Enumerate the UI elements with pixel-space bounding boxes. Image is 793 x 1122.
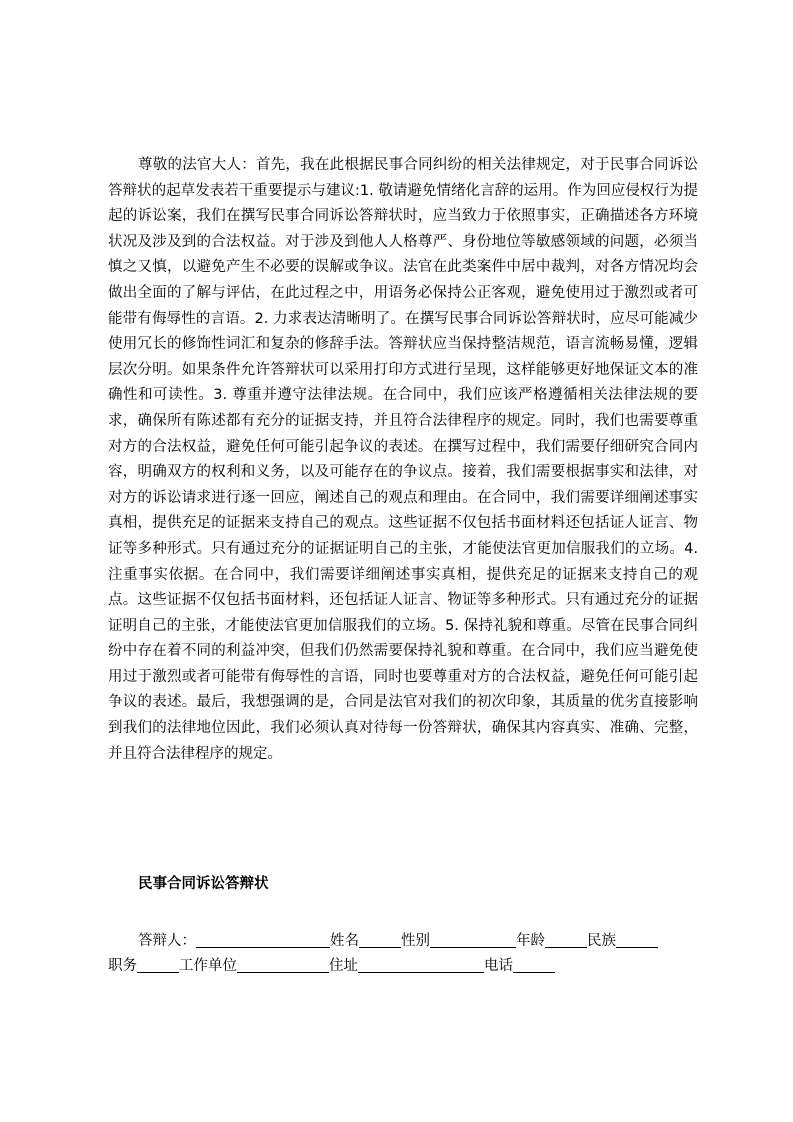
position-blank bbox=[137, 956, 179, 973]
body-paragraph: 尊敬的法官大人：首先，我在此根据民事合同纠纷的相关法律规定，对于民事合同诉讼答辩状的起草发表若干重要提示与建议:1. 敬请避免情绪化言辞的运用。作为回应侵权行为提起的诉讼案，我们在撰写民事合同诉讼答辩状时，应当致力于依照事实，正确描述各方环境状况及涉及到的合法权益。对于涉及到他人人格尊严、身份地位等敏感领域的问题，必须当慎之又慎，以避免产生不必要的误解或争议。法官在此类案件中居中裁判，对各方情况均会做出全面的了解与评估，在此过程之中，用语务必保持公正客观，避免使用过于激烈或者可能带有侮辱性的言语。2. 力求表达清晰明了。在撰写民事合同诉讼答辩状时，应尽可能减少使用冗长的修饰性词汇和复杂的修辞手法。答辩状应当保持整洁规范，语言流畅易懂，逻辑层次分明。如果条件允许答辩状可以采用打印方式进行呈现，这样能够更好地保证文本的准确性和可读性。3. 尊重并遵守法律法规。在合同中，我们应该严格遵循相关法律法规的要求，确保所有陈述都有充分的证据支持，并且符合法律程序的规定。同时，我们也需要尊重对方的合法权益，避免任何可能引起争议的表述。在撰写过程中，我们需要仔细研究合同内容，明确双方的权利和义务，以及可能存在的争议点。接着，我们需要根据事实和法律，对对方的诉讼请求进行逐一回应，阐述自己的观点和理由。在合同中，我们需要详细阐述事实真相，提供充足的证据来支持自己的观点。这些证据不仅包括书面材料还包括证人证言、物证等多种形式。只有通过充分的证据证明自己的主张，才能使法官更加信服我们的立场。4. 注重事实依据。在合同中，我们需要详细阐述事实真相，提供充足的证据来支持自己的观点。这些证据不仅包括书面材料，还包括证人证言、物证等多种形式。只有通过充分的证据证明自己的主张，才能使法官更加信服我们的立场。5. 保持礼貌和尊重。尽管在民事合同纠纷中存在着不同的利益冲突，但我们仍然需要保持礼貌和尊重。在合同中，我们应当避免使用过于激烈或者可能带有侮辱性的言语，同时也要尊重对方的合法权益，避免任何可能引起争议的表述。最后，我想强调的是，合同是法官对我们的初次印象，其质量的优劣直接影响到我们的法律地位因此，我们必须认真对待每一份答辩状，确保其内容真实、准确、完整，并且符合法律程序的规定。 bbox=[108, 157, 698, 762]
ethnicity-label: 民族 bbox=[587, 933, 616, 949]
phone-label: 电话 bbox=[484, 958, 513, 974]
defendant-blank bbox=[196, 931, 330, 948]
address-blank bbox=[358, 956, 484, 973]
phone-blank bbox=[513, 956, 555, 973]
defendant-label: 答辩人： bbox=[138, 933, 196, 949]
name-label: 姓名 bbox=[330, 933, 359, 949]
age-label: 年龄 bbox=[516, 933, 545, 949]
name-blank bbox=[359, 931, 401, 948]
age-blank bbox=[545, 931, 587, 948]
gender-label: 性别 bbox=[401, 933, 430, 949]
form-line-1 bbox=[108, 929, 704, 954]
workplace-blank bbox=[237, 956, 329, 973]
address-label: 住址 bbox=[329, 958, 358, 974]
form-line-2 bbox=[108, 954, 704, 979]
defendant-info-form bbox=[108, 929, 704, 979]
section-title: 民事合同诉讼答辩状 bbox=[138, 876, 269, 892]
workplace-label: 工作单位 bbox=[179, 958, 237, 974]
ethnicity-blank bbox=[616, 931, 658, 948]
position-label: 职务 bbox=[108, 958, 137, 974]
gender-blank bbox=[430, 931, 516, 948]
